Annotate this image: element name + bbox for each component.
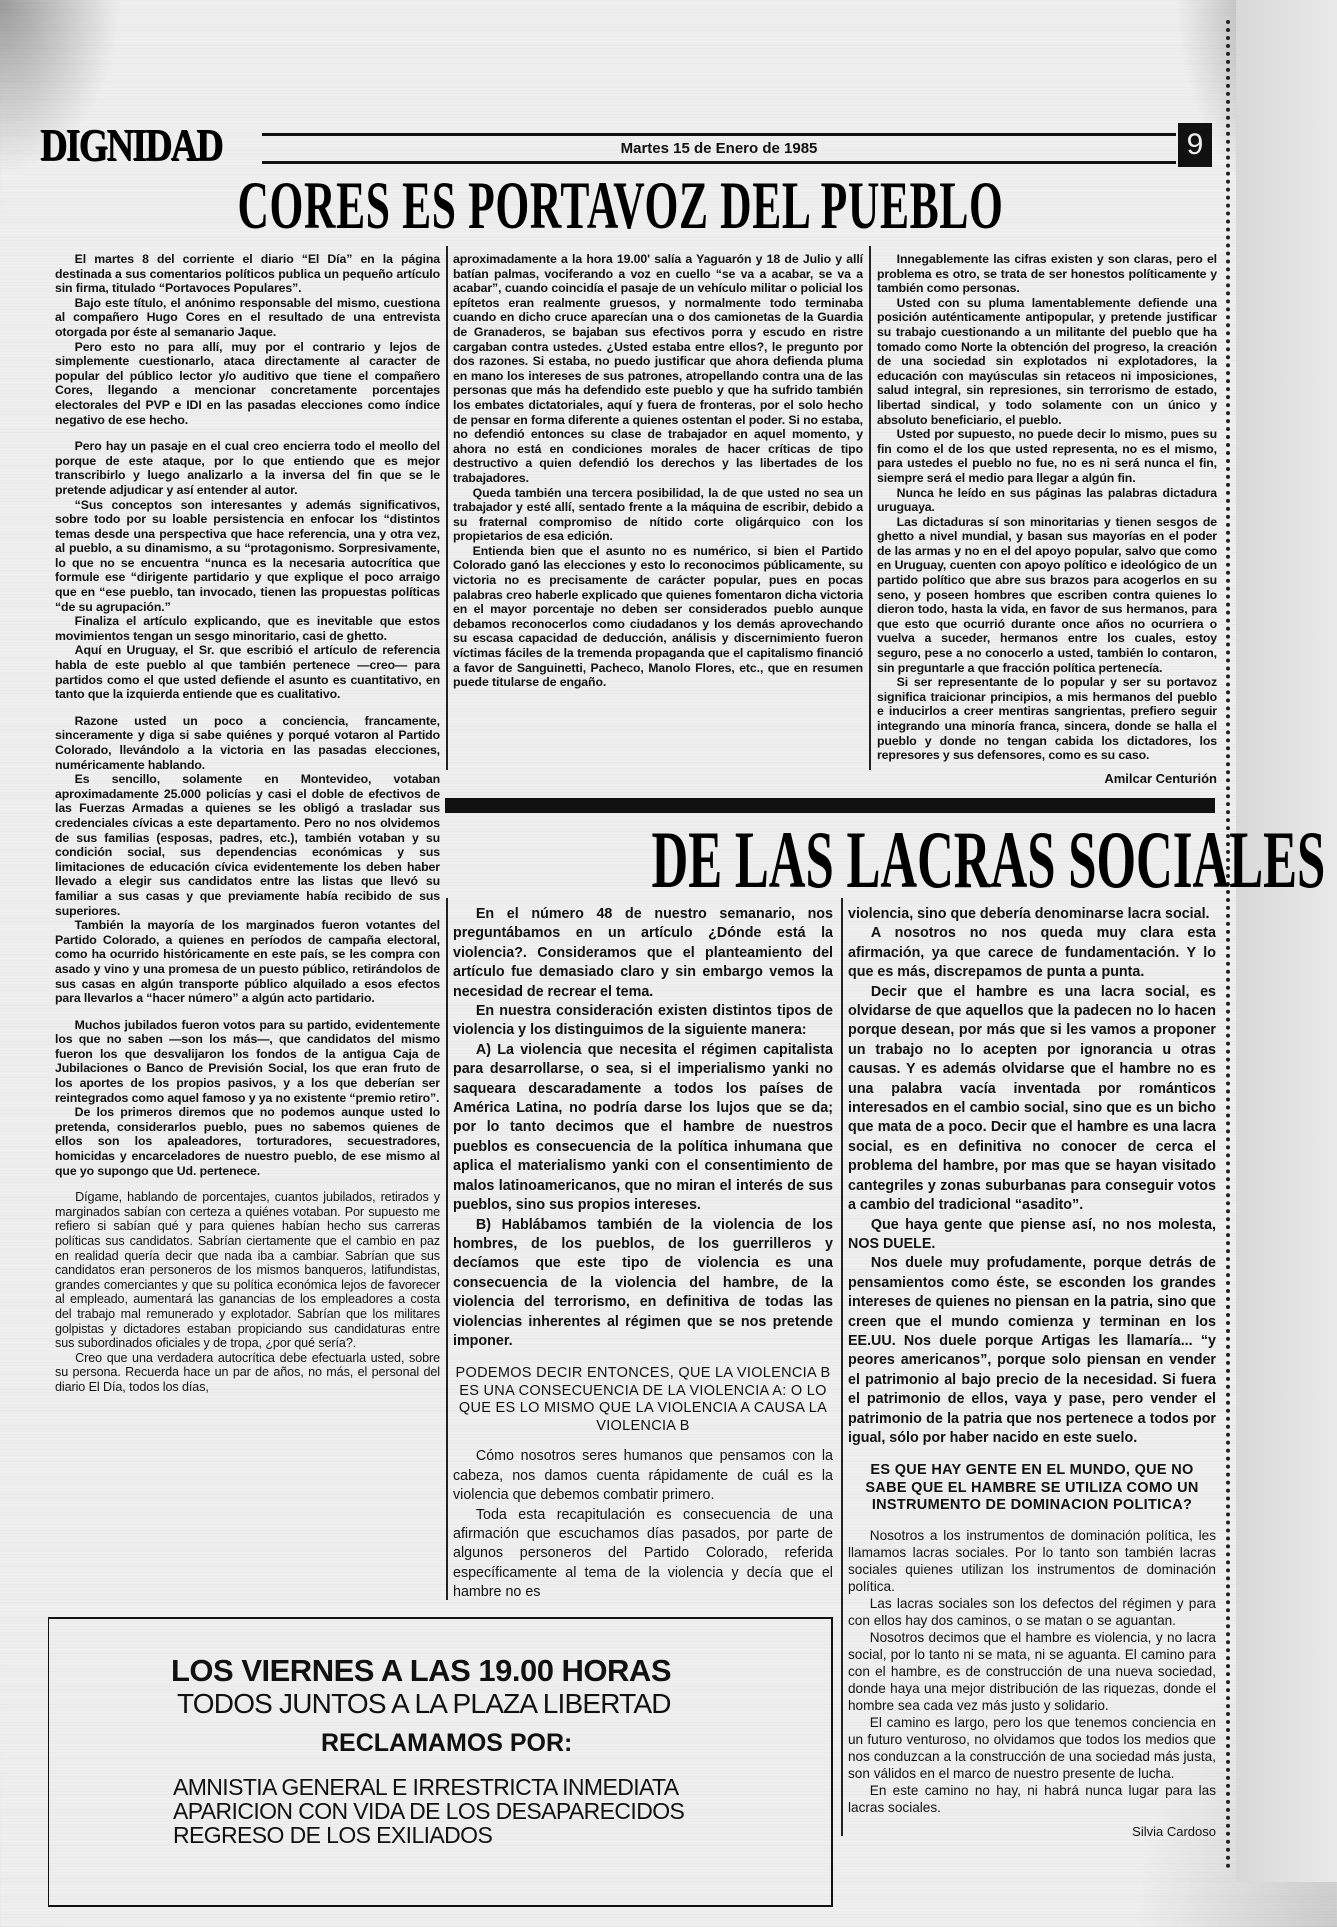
- article2-col2: [453, 905, 833, 1351]
- article1-col1-block1: [55, 252, 440, 427]
- ad-headline: LOS VIERNES A LAS 19.00 HORAS: [171, 1653, 671, 1688]
- article1-col1-block4: [55, 1018, 440, 1179]
- paragraph: De los primeros diremos que no podemos aunque usted lo pretenda, considerarlos pueblo, pues no sabemos quienes de ellos son los apaleadores, torturadores, secuestradores, homicidas y encarceladores de nuestro pueblo, de ese mismo al que yo supongo que Ud. pertenece.: [55, 1105, 440, 1178]
- paragraph: B) Hablábamos también de la violencia de los hombres, de los pueblos, de los guerrilleros y decíamos que este tipo de violencia es una consecuencia de la violencia del hambre, de la violencia del terrorismo, en definitiva de todas las violencias inherentes al régimen que se nos pretende imponer.: [453, 1216, 833, 1349]
- page-margin: [1236, 0, 1337, 1882]
- paragraph: Dígame, hablando de porcentajes, cuantos jubilados, retirados y marginados sabían con certeza a quiénes votaban. Por supuesto me refiero si sabían qué y para quienes habían hecho sus carreras políticas sus candidatos. Sabrían ciertamente que el cambio en paz en realidad quería decir que nada iba a cambiar. Sabrían que sus candidatos eran personeros de los mismos banqueros, latifundistas, grandes comerciantes y que su política económica lejos de favorecer al empleado, aumentará las ganancias de los empleadores a costa del trabajo mal remunerado y explotador. Sabrían que los militares golpistas y dictadores estaban propiciando sus candidaturas entre sus subordinados oficiales y de tropa, ¿por qué sería?.: [55, 1190, 440, 1351]
- column-rule: [446, 898, 448, 1600]
- article1-headline: CORES ES PORTAVOZ DEL PUEBLO: [236, 167, 1004, 243]
- paragraph: En el número 48 de nuestro semanario, nos preguntábamos en un artículo ¿Dónde está la violencia?. Consideramos que el planteamiento del artículo fue demasiado claro y sin embargo vemos la necesidad de recrear el tema.: [453, 906, 833, 1000]
- rally-announcement-box: [48, 1617, 833, 1907]
- paragraph: Finaliza el artículo explicando, que es inevitable que estos movimientos tengan un sesgo minoritario, casi de ghetto.: [55, 614, 440, 643]
- paragraph: Las dictaduras sí son minoritarias y tienen sesgos de ghetto a nivel mundial, y basan sus mayorías en el poder de las armas y no en el del apoyo popular, salvo que como en Uruguay, cuenten con apoyo político e ideológico de un partido político que abre sus brazos para acogerlos en su seno, y poseen hombres que escriben contra quienes lo dieron todo, hasta la vida, en favor de sus hermanos, para que esto que ocurrió durante once años no ocurriera o vuelva a suceder, hermanos entre los cuales, estoy seguro, pese a no conocerlo a usted, también lo contaron, sin preguntarle a que fracción política pertenecía.: [877, 514, 1217, 675]
- paragraph: Es sencillo, solamente en Montevideo, votaban aproximadamente 25.000 policías y casi el doble de efectivos de las Fuerzas Armadas a quienes se les obligó a trasladar sus credenciales cívicas a este departamento. Pero no nos olvidemos de sus familias (esposas, padres, etc.), también votaban y su condición social, sus dependencias económicas y sus limitaciones de educación cívica evidentemente los deben haber llevado a elegir sus candidatos entre las listas que llevó su familiar a sus casas y que previamente había recibido de sus superiores.: [55, 772, 440, 918]
- paragraph: Que haya gente que piense así, no nos molesta, NOS DUELE.: [848, 1216, 1216, 1252]
- paragraph: Innegablemente las cifras existen y son claras, pero el problema es otro, se trata de ser honestos políticamente y también como personas.: [877, 252, 1217, 296]
- paragraph: Pero hay un pasaje en el cual creo encierra todo el meollo del porque de este ataque, por lo que entiendo que es mejor transcribirlo y luego analizarlo a la inversa del fin que se le pretende adjudicar y así entender al autor.: [55, 439, 440, 497]
- paragraph: Usted con su pluma lamentablemente defiende una posición auténticamente antipopular, y pretende justificar su trabajo cuestionando a un militante del pueblo que ha tomado como Norte la obtención del progreso, la creación de una sociedad sin explotados ni explotadores, la educación con mayúsculas sin retaceos ni imposiciones, salud integral, sin represiones, sin terrorismo de estado, libertad sindical, y todo solamente con un único y absoluto beneficiario, el pueblo.: [877, 295, 1217, 427]
- article2-col3: [848, 905, 1216, 1448]
- ad-demand-item: AMNISTIA GENERAL E IRRESTRICTA INMEDIATA: [173, 1774, 679, 1800]
- paragraph: Creo que una verdadera autocrítica debe efectuarla usted, sobre su persona. Recuerda hace un par de años, no más, el personal del diario El Día, todos los días,: [55, 1350, 440, 1394]
- paragraph: A) La violencia que necesita el régimen capitalista para desarrollarse, o sea, si el imperialismo yanki no saqueara descaradamente a todos los países de América Latina, no podría darse los lujos que se da; por lo tanto decimos que el hambre de nuestros pueblos es consecuencia de la política inhumana que aplica el materialismo yanki con el consentimiento de malos latinoamericanos, que no miran el interés de sus pueblos, sino sus propios intereses.: [453, 1041, 833, 1214]
- ad-demand-item: APARICION CON VIDA DE LOS DESAPARECIDOS: [173, 1798, 685, 1824]
- article2-author: Silvia Cardoso: [1132, 1823, 1216, 1839]
- article2-col3-wrap: [848, 905, 1216, 1839]
- article2-col2-continued: [453, 1447, 833, 1602]
- paragraph: El martes 8 del corriente el diario “El Día” en la página destinada a sus comentarios políticos publica un pequeño artículo sin firma, titulado “Portavoces Populares”.: [55, 252, 440, 296]
- paragraph: Si ser representante de lo popular y ser su portavoz significa traicionar principios, a mis hermanos del pueblo e inducirlos a creer mentiras sangrientas, prefiero seguir integrando una minoría franca, sincera, donde se halla el pueblo y donde no tengan cabida los dictadores, los represores y sus defensores, como es su caso.: [877, 675, 1217, 763]
- paragraph: aproximadamente a la hora 19.00' salía a Yaguarón y 18 de Julio y allí batían palmas, vociferando a voz en cuello “se va a acabar, se va a acabar”, cuando coincidía el pasaje de un vehículo militar o policial los epítetos eran realmente gruesos, y normalmente todo terminaba cuando en dicho cruce aparecían una o dos camionetas de la Guardia de Granaderos, se bajaban sus efectivos porra y escudo en ristre cargaban contra ustedes. ¿Usted estaba entre ellos?, le pregunto por dos razones. Si estaba, no puedo justificar que ahora defienda pluma en mano los intereses de sus patrones, atropellando contra una de las personas que más ha defendido este pueblo y que ha sufrido también los embates dictatoriales, aquí y fuera de fronteras, por el solo hecho de pensar en forma diferente a quienes ostentan el poder. Si no estaba, no defendió entonces su clase de trabajador en aquel momento, y ahora no está en condiciones morales de hacer críticas de tipo destructivo a quien defendió los derechos y las libertades de los trabajadores.: [453, 252, 863, 485]
- paragraph: Nosotros decimos que el hambre es violencia, y no lacra social, por lo tanto ni se mata, ni se aguanta. El camino para con el hambre, es de construcción de una nueva sociedad, donde haya una mejor distribución de las riquezas, donde el hombre sea cada vez más justo y solidario.: [848, 1629, 1216, 1713]
- date-bar: [262, 133, 1176, 164]
- paragraph: A nosotros no nos queda muy clara esta afirmación, ya que carece de fundamentación. Y lo que es más, discrepamos de punta a punta.: [848, 925, 1216, 981]
- paragraph: Toda esta recapitulación es consecuencia de una afirmación que escuchamos días pasados, por parte de algunos personeros del Partido Colorado, referida específicamente al tema de la violencia y decía que el hambre no es: [453, 1506, 833, 1601]
- article2-headline: DE LAS LACRAS SOCIALES: [651, 814, 1326, 905]
- article1-col2: [453, 252, 863, 690]
- ad-subheadline: TODOS JUNTOS A LA PLAZA LIBERTAD: [177, 1688, 671, 1719]
- paragraph: Pero esto no para allí, muy por el contrario y lejos de simplemente cuestionarlo, ataca directamente al caracter de popular del público lector y/o auditivo que tiene el compañero Cores, llegando a mencionar concretamente porcentajes electorales del PVP e IDI en las pasadas elecciones como índice negativo de ese hecho.: [55, 339, 440, 427]
- article2-headline-wrap: [445, 814, 1326, 905]
- article1-headline-wrap: [0, 166, 1240, 245]
- issue-date: Martes 15 de Enero de 1985: [620, 140, 818, 157]
- article1-col3: [877, 252, 1217, 763]
- article1-col3-wrap: [877, 252, 1217, 786]
- article1-col1-block3: [55, 714, 440, 1006]
- ad-demands-title: RECLAMAMOS POR:: [321, 1729, 573, 1757]
- column-rule: [869, 246, 871, 770]
- ad-demand-item: REGRESO DE LOS EXILIADOS: [173, 1822, 493, 1848]
- paragraph: Las lacras sociales son los defectos del régimen y para con ellos hay dos caminos, o se matan o se aguantan.: [848, 1595, 1216, 1628]
- column-rule: [841, 898, 843, 1836]
- paragraph: Bajo este título, el anónimo responsable del mismo, cuestiona al compañero Hugo Cores en el resultado de una entrevista otorgada por éste al semanario Jaque.: [55, 295, 440, 339]
- article2-subhead1: PODEMOS DECIR ENTONCES, QUE LA VIOLENCIA B ES UNA CONSECUENCIA DE LA VIOLENCIA A: O LO QUE ES LO MISMO QUE LA VIOLENCIA A CAUSA LA VIOLENCIA B: [455, 1365, 831, 1434]
- paragraph: Aquí en Uruguay, el Sr. que escribió el artículo de referencia habla de este pueblo al que también pertenece —creo— para partidos como el que usted defiende el asunto es cuantitativo, en tanto que la izquierda entiende que es cualitativo.: [55, 643, 440, 702]
- newspaper-logo: DIGNIDAD: [40, 119, 222, 170]
- article1-col1-block2: [55, 439, 440, 702]
- paragraph: Entienda bien que el asunto no es numérico, si bien el Partido Colorado ganó las elecciones y esto lo reconocimos públicamente, su victoria no es precisamente de carácter popular, pues en pocas palabras creo haberle explicado que quienes fomentaron dicha victoria en el mayor porcentaje no deben ser considerados pueblo aunque debamos reconocerlos como ciudadanos y los demás aprovechando su escasa capacidad de deducción, análisis y discernimiento fueron víctimas fáciles de la tremenda propaganda que el capitalismo financió a favor de Sanguinetti, Pacheco, Manolo Flores, etc., que en resumen puede titularse de engaño.: [453, 543, 863, 690]
- paragraph: Razone usted un poco a conciencia, francamente, sinceramente y diga si sabe quiénes y porqué votaron al Partido Colorado, llevándolo a la victoria en las pasadas elecciones, numéricamente hablando.: [55, 713, 440, 772]
- column-rule: [446, 246, 448, 770]
- article1-col1: [55, 252, 440, 1395]
- article2-col2-wrap: [453, 905, 833, 1603]
- article1-col1-block5: [55, 1190, 440, 1394]
- paragraph: En este camino no hay, ni habrá nunca lugar para las lacras sociales.: [848, 1782, 1216, 1815]
- ad-demands-list: [173, 1775, 684, 1847]
- paragraph: En nuestra consideración existen distintos tipos de violencia y los distinguimos de la siguiente manera:: [453, 1003, 833, 1039]
- paragraph: Nosotros a los instrumentos de dominación política, les llamamos lacras sociales. Por lo tanto son también lacras sociales quienes utilizan los instrumentos de dominación política.: [848, 1527, 1216, 1594]
- paragraph: Cómo nosotros seres humanos que pensamos con la cabeza, nos damos cuenta rápidamente de cuál es la violencia que debemos combatir primero.: [453, 1448, 833, 1504]
- perforated-edge: [1226, 20, 1230, 1870]
- section-divider-bar: [445, 798, 1215, 813]
- paragraph: “Sus conceptos son interesantes y además significativos, sobre todo por su loable persistencia en enfocar los “distintos temas desde una perspectiva que hace referencia, una y otra vez, al pueblo, a su dinamismo, a su “protagonismo. Sorpresivamente, lo que no se encuentra “nunca es la necesaria autocrítica que formule ese “dirigente partidario y que explique el poco arraigo que en “ese pueblo, tan invocado, tienen las propuestas políticas “de su agrupación.”: [55, 497, 440, 614]
- paragraph: Nunca he leído en sus páginas las palabras dictadura uruguaya.: [877, 485, 1217, 515]
- paragraph: Decir que el hambre es una lacra social, es olvidarse de que aquellos que la padecen no lo hacen porque desean, por más que si les vamos a proponer un trabajo no lo acepten por ignorancia u otras causas. Y es además olvidarse que el hambre no es una palabra vacía inventada por románticos interesados en el cambio social, sino que es un bicho que mata de a poco. Decir que el hambre es una lacra social, es en definitiva no conocer de cerca el problema del hambre, por mas que se hayan visitado cantegriles y zonas suburbanas para conseguir votos a cambio del tradicional “asadito”.: [848, 983, 1216, 1214]
- paragraph: Muchos jubilados fueron votos para su partido, evidentemente los que no saben —son los más—, que candidatos del mismo fueron los que desvalijaron los fondos de la antigua Caja de Jubilaciones o Banco de Previsión Social, los que eran fruto de los aportes de los propios pasivos, y a los que deberían ser reintegrados como aquel famoso y ya no existente “premio retiro”.: [55, 1017, 440, 1105]
- paragraph: También la mayoría de los marginados fueron votantes del Partido Colorado, a quienes en períodos de campaña electoral, como ha ocurrido históricamente en este país, se les compra con asado y vino y una promesa de un puesto público, retirándolos de sus casas en algún transporte público alquilado a esos efectos para llevarlos a “hacer número” a algún acto partidario.: [55, 918, 440, 1006]
- article2-col3-continued: [848, 1527, 1216, 1816]
- paragraph: Usted por supuesto, no puede decir lo mismo, pues su fin como el de los que usted representa, no es el mismo, para ustedes el pueblo no fue, no es ni será nunca el fin, siempre será el medio para llegar a algún fin.: [877, 427, 1217, 485]
- paragraph: El camino es largo, pero los que tenemos conciencia en un futuro venturoso, no olvidamos que todos los medios que nos conduzcan a la construcción de una sociedad más justa, son válidos en el marco de nuestro presente de lucha.: [848, 1714, 1216, 1781]
- page-number: 9: [1178, 123, 1212, 167]
- article1-author: Amilcar Centurión: [1104, 770, 1217, 786]
- article2-subhead2: ES QUE HAY GENTE EN EL MUNDO, QUE NO SABE QUE EL HAMBRE SE UTILIZA COMO UN INSTRUMENTO DE DOMINACION POLITICA?: [865, 1462, 1199, 1514]
- paragraph: violencia, sino que debería denominarse lacra social.: [848, 906, 1210, 922]
- paragraph: Nos duele muy profudamente, porque detrás de pensamientos como éste, se esconden los grandes intereses de quienes no piensan en la patria, sino que creen que el mundo comienza y terminan en los EE.UU. Nos duele porque Artigas les llamaría... “y peores americanos”, porque solo piensan en vender el patrimonio al bajo precio de la necesidad. Si fuera el patrimonio de ellos, vaya y pase, pero vender el patrimonio de la patria que nos pertenece a todos por igual, sólo por haber nacido en este suelo.: [848, 1255, 1216, 1446]
- paragraph: Queda también una tercera posibilidad, la de que usted no sea un trabajador y esté allí, sentado frente a la máquina de escribir, debido a su fraternal compromiso de nítido corte oligárquico con los propietarios de esa edición.: [453, 485, 863, 544]
